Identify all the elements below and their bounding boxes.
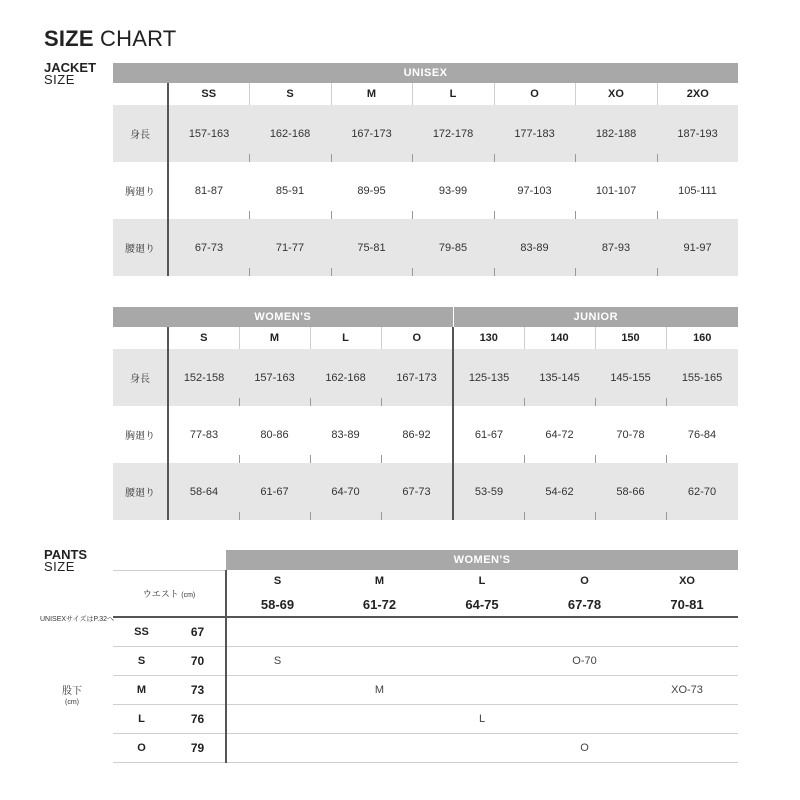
fit-mark: [431, 646, 533, 675]
table-cell: 71-77: [249, 219, 331, 276]
size-header-junior-150: 150: [595, 327, 666, 349]
fit-mark: [431, 675, 533, 704]
waist-size-xo: XO: [679, 575, 695, 587]
jacket-label-light: SIZE: [44, 72, 75, 87]
title-bold: SIZE: [44, 26, 94, 51]
size-header-junior-140: 140: [524, 327, 595, 349]
table-cell: 83-89: [310, 406, 381, 463]
table-cell: 64-72: [524, 406, 595, 463]
junior-band: JUNIOR: [453, 307, 738, 327]
table-cell: 155-165: [666, 349, 738, 406]
inseam-label: 股下: [62, 686, 82, 697]
unisex-row-height: [113, 105, 738, 162]
table-cell: 76-84: [666, 406, 738, 463]
table-cell: 157-163: [188, 127, 230, 140]
table-cell: 162-168: [310, 349, 381, 406]
inseam-size: SS: [113, 617, 170, 646]
table-cell: 87-93: [575, 219, 657, 276]
table-cell: 157-163: [239, 349, 310, 406]
band-spacer: [113, 550, 226, 570]
size-header-2xo: 2XO: [657, 83, 738, 105]
table-cell: 67-73: [381, 463, 453, 520]
table-cell: 53-59: [474, 485, 504, 498]
page-title: [44, 26, 176, 52]
women-junior-row-height: [113, 349, 738, 406]
table-cell: 75-81: [331, 219, 412, 276]
fit-mark: O: [533, 733, 636, 762]
table-cell: 58-66: [595, 463, 666, 520]
waist-size-l: L: [478, 575, 486, 587]
fit-mark: O-70: [533, 646, 636, 675]
women-junior-size-header: [113, 327, 738, 349]
size-header-women-m: M: [239, 327, 310, 349]
table-cell: 54-62: [524, 463, 595, 520]
pants-table: [113, 550, 738, 763]
inseam-row-o: [113, 733, 738, 762]
table-cell: 125-135: [468, 371, 510, 384]
waist-range-m: 61-72: [328, 592, 431, 617]
table-cell: 101-107: [575, 162, 657, 219]
table-cell: 83-89: [494, 219, 575, 276]
size-header-ss: SS: [168, 83, 249, 105]
table-cell: 93-99: [412, 162, 494, 219]
row-label: 身長: [113, 349, 168, 406]
women-junior-row-hip: [113, 463, 738, 520]
table-cell: 182-188: [575, 105, 657, 162]
row-label: 身長: [113, 105, 168, 162]
header-corner: [113, 327, 168, 349]
fit-mark: S: [226, 646, 328, 675]
size-header-junior-130: 130: [453, 327, 524, 349]
table-cell: 77-83: [189, 428, 219, 441]
waist-size-s: S: [273, 575, 282, 587]
size-header-s: S: [249, 83, 331, 105]
fit-mark: L: [431, 704, 533, 733]
size-header-junior-160: 160: [666, 327, 738, 349]
inseam-size: M: [113, 675, 170, 704]
fit-mark: [533, 704, 636, 733]
jacket-section-label: [44, 62, 96, 86]
fit-mark: [636, 617, 738, 646]
size-header-m: M: [331, 83, 412, 105]
table-cell: 79-85: [412, 219, 494, 276]
inseam-value: 79: [170, 733, 226, 762]
unisex-row-hip: [113, 219, 738, 276]
table-cell: 58-64: [189, 485, 219, 498]
pants-section-label: [44, 549, 87, 573]
jacket-label-bold: JACKET: [44, 60, 97, 75]
size-header-women-o: O: [381, 327, 453, 349]
waist-range-s: 58-69: [226, 592, 328, 617]
table-cell: 177-183: [494, 105, 575, 162]
inseam-value: 73: [170, 675, 226, 704]
table-cell: 97-103: [494, 162, 575, 219]
table-cell: 81-87: [194, 184, 224, 197]
fit-mark: [636, 733, 738, 762]
table-cell: 61-67: [474, 428, 504, 441]
table-cell: 135-145: [524, 349, 595, 406]
fit-mark: [431, 733, 533, 762]
size-header-l: L: [412, 83, 494, 105]
waist-range-l: 64-75: [431, 592, 533, 617]
table-cell: 105-111: [657, 162, 738, 219]
unisex-size-header: [113, 83, 738, 105]
table-cell: 80-86: [239, 406, 310, 463]
row-label: 胸廻り: [113, 406, 168, 463]
unisex-row-chest: [113, 162, 738, 219]
waist-label: ウエスト: [142, 588, 179, 599]
table-cell: 70-78: [595, 406, 666, 463]
fit-mark: [533, 675, 636, 704]
pants-women-band: WOMEN'S: [226, 550, 738, 570]
inseam-row-s: [113, 646, 738, 675]
unisex-band: UNISEX: [113, 63, 738, 83]
women-band: WOMEN'S: [113, 307, 453, 327]
waist-size-m: M: [374, 575, 385, 587]
table-cell: 167-173: [331, 105, 412, 162]
fit-mark: [328, 646, 431, 675]
table-cell: 152-158: [183, 371, 225, 384]
fit-mark: [328, 617, 431, 646]
table-cell: 145-155: [595, 349, 666, 406]
inseam-label-block: [62, 686, 82, 708]
row-label: 腰廻り: [113, 219, 168, 276]
inseam-size: S: [113, 646, 170, 675]
fit-mark: [226, 617, 328, 646]
size-header-o: O: [494, 83, 575, 105]
fit-mark: [328, 733, 431, 762]
fit-mark: [431, 617, 533, 646]
waist-label-cell: [113, 570, 226, 617]
inseam-unit: (cm): [65, 699, 79, 706]
inseam-value: 67: [170, 617, 226, 646]
inseam-size: O: [113, 733, 170, 762]
table-cell: 67-73: [194, 241, 224, 254]
table-cell: 62-70: [666, 463, 738, 520]
pants-label-light: SIZE: [44, 559, 75, 574]
row-label: 胸廻り: [113, 162, 168, 219]
waist-range-o: 67-78: [533, 592, 636, 617]
waist-range-xo: 70-81: [636, 592, 738, 617]
waist-size-o: O: [580, 575, 589, 587]
women-junior-table: [113, 307, 738, 520]
fit-mark: M: [328, 675, 431, 704]
fit-mark: XO-73: [636, 675, 738, 704]
row-label: 腰廻り: [113, 463, 168, 520]
size-header-women-l: L: [310, 327, 381, 349]
inseam-row-l: [113, 704, 738, 733]
inseam-row-ss: [113, 617, 738, 646]
table-cell: 187-193: [657, 105, 738, 162]
fit-mark: [533, 617, 636, 646]
fit-mark: [226, 733, 328, 762]
fit-mark: [226, 675, 328, 704]
inseam-size: L: [113, 704, 170, 733]
header-corner: [113, 83, 168, 105]
fit-mark: [226, 704, 328, 733]
unisex-note: UNISEXサイズはP.32へ: [40, 616, 114, 623]
table-cell: 64-70: [310, 463, 381, 520]
table-cell: 162-168: [249, 105, 331, 162]
table-cell: 85-91: [249, 162, 331, 219]
table-cell: 167-173: [381, 349, 453, 406]
waist-unit: (cm): [181, 591, 196, 599]
size-header-xo: XO: [575, 83, 657, 105]
table-cell: 172-178: [412, 105, 494, 162]
title-light: CHART: [100, 26, 177, 51]
fit-mark: [328, 704, 431, 733]
table-cell: 86-92: [381, 406, 453, 463]
inseam-value: 76: [170, 704, 226, 733]
size-header-women-s: S: [168, 327, 239, 349]
fit-mark: [636, 646, 738, 675]
fit-mark: [636, 704, 738, 733]
unisex-table: [113, 63, 738, 276]
pants-label-bold: PANTS: [44, 547, 88, 562]
women-junior-row-chest: [113, 406, 738, 463]
inseam-value: 70: [170, 646, 226, 675]
table-cell: 91-97: [657, 219, 738, 276]
table-cell: 89-95: [331, 162, 412, 219]
inseam-row-m: [113, 675, 738, 704]
table-cell: 61-67: [239, 463, 310, 520]
